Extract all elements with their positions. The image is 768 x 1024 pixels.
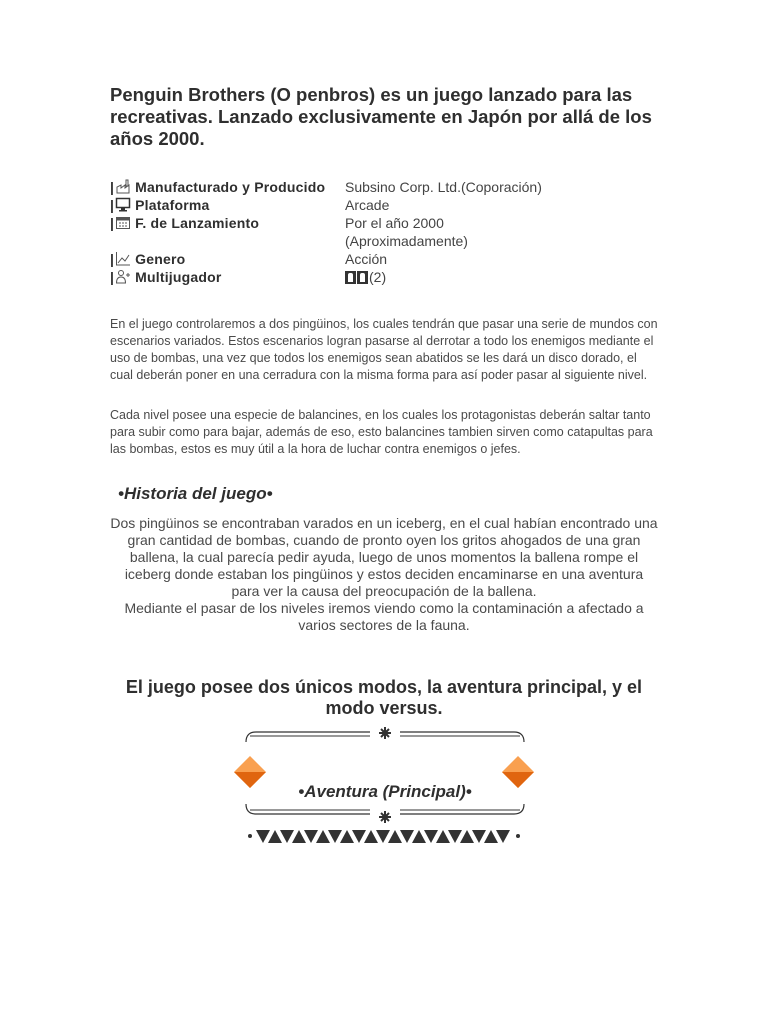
info-key-label: F. de Lanzamiento (135, 215, 260, 231)
modes-heading: El juego posee dos únicos modos, la aventura principal, y el modo versus. (125, 677, 643, 718)
info-row-platform (110, 196, 670, 214)
info-key-label: Plataforma (135, 197, 210, 213)
gameplay-paragraph: En el juego controlaremos a dos pingüinos, los cuales tendrán que pasar una serie de mundos con escenarios variados. Estos escenarios logran pasarse al derrotar a todo los enemigos mediante el uso de bombas, una vez que todos los enemigos sean abatidos se les dará un disco dorado, el cual deberán poner en una cerradura con la misma forma para así poder pasar al siguiente nivel. (110, 317, 658, 382)
players-icon (115, 269, 131, 284)
ornament-bottom-border (246, 804, 524, 823)
info-table (110, 178, 670, 286)
intro-title: Penguin Brothers (O penbros) es un juego lanzado para las recreativas. Lanzado exclusivamente en Japón por allá de los años 2000. (110, 84, 652, 149)
chart-icon (115, 251, 131, 266)
history-text (110, 515, 658, 634)
info-key-label: Genero (135, 251, 186, 267)
info-row-manufacturer (110, 178, 670, 196)
info-row-release-date (110, 214, 670, 250)
info-value: Arcade (345, 197, 390, 213)
row-bar: | (110, 179, 115, 195)
calendar-icon (115, 215, 131, 230)
player-two-icon (357, 271, 368, 284)
row-bar: | (110, 197, 115, 213)
row-bar: | (110, 215, 115, 231)
info-key-label: Manufacturado y Producido (135, 179, 326, 195)
ornament-top-border (246, 727, 524, 742)
row-bar: | (110, 269, 115, 285)
info-row-multiplayer (110, 268, 670, 286)
history-paragraph: Dos pingüinos se encontraban varados en un iceberg, en el cual habían encontrado una gran cantidad de bombas, cuando de pronto oyen los gritos ahogados de una gran ballena, la cual parecía pedir ayuda, luego de unos momentos la ballena rompe el iceberg donde estaban los pingüinos y estos deciden encaminarse en una aventura para ver la causa del preocupación de la ballena. (110, 515, 658, 599)
row-bar: | (110, 251, 115, 267)
monitor-icon (115, 197, 131, 212)
info-key-label: Multijugador (135, 269, 222, 285)
info-value: (2) (369, 269, 387, 285)
factory-icon (115, 179, 131, 194)
triangle-pattern-border (248, 830, 520, 843)
info-value: Por el año 2000 (Aproximadamente) (345, 215, 468, 249)
info-value: Subsino Corp. Ltd.(Coporación) (345, 179, 542, 195)
info-value: Acción (345, 251, 388, 267)
history-heading: •Historia del juego• (118, 484, 273, 503)
player-one-icon (345, 271, 356, 284)
adventure-mode-heading: •Aventura (Principal)• (298, 782, 472, 801)
history-paragraph: Mediante el pasar de los niveles iremos viendo como la contaminación a afectado a varios sectores de la fauna. (124, 600, 644, 633)
info-row-genre (110, 250, 670, 268)
level-paragraph: Cada nivel posee una especie de balancines, en los cuales los protagonistas deberán saltar tanto para subir como para bajar, además de eso, esto balancines tambien sirven como catapultas para las bombas, estos es muy útil a la hora de luchar contra enemigos o jefes. (110, 408, 653, 456)
